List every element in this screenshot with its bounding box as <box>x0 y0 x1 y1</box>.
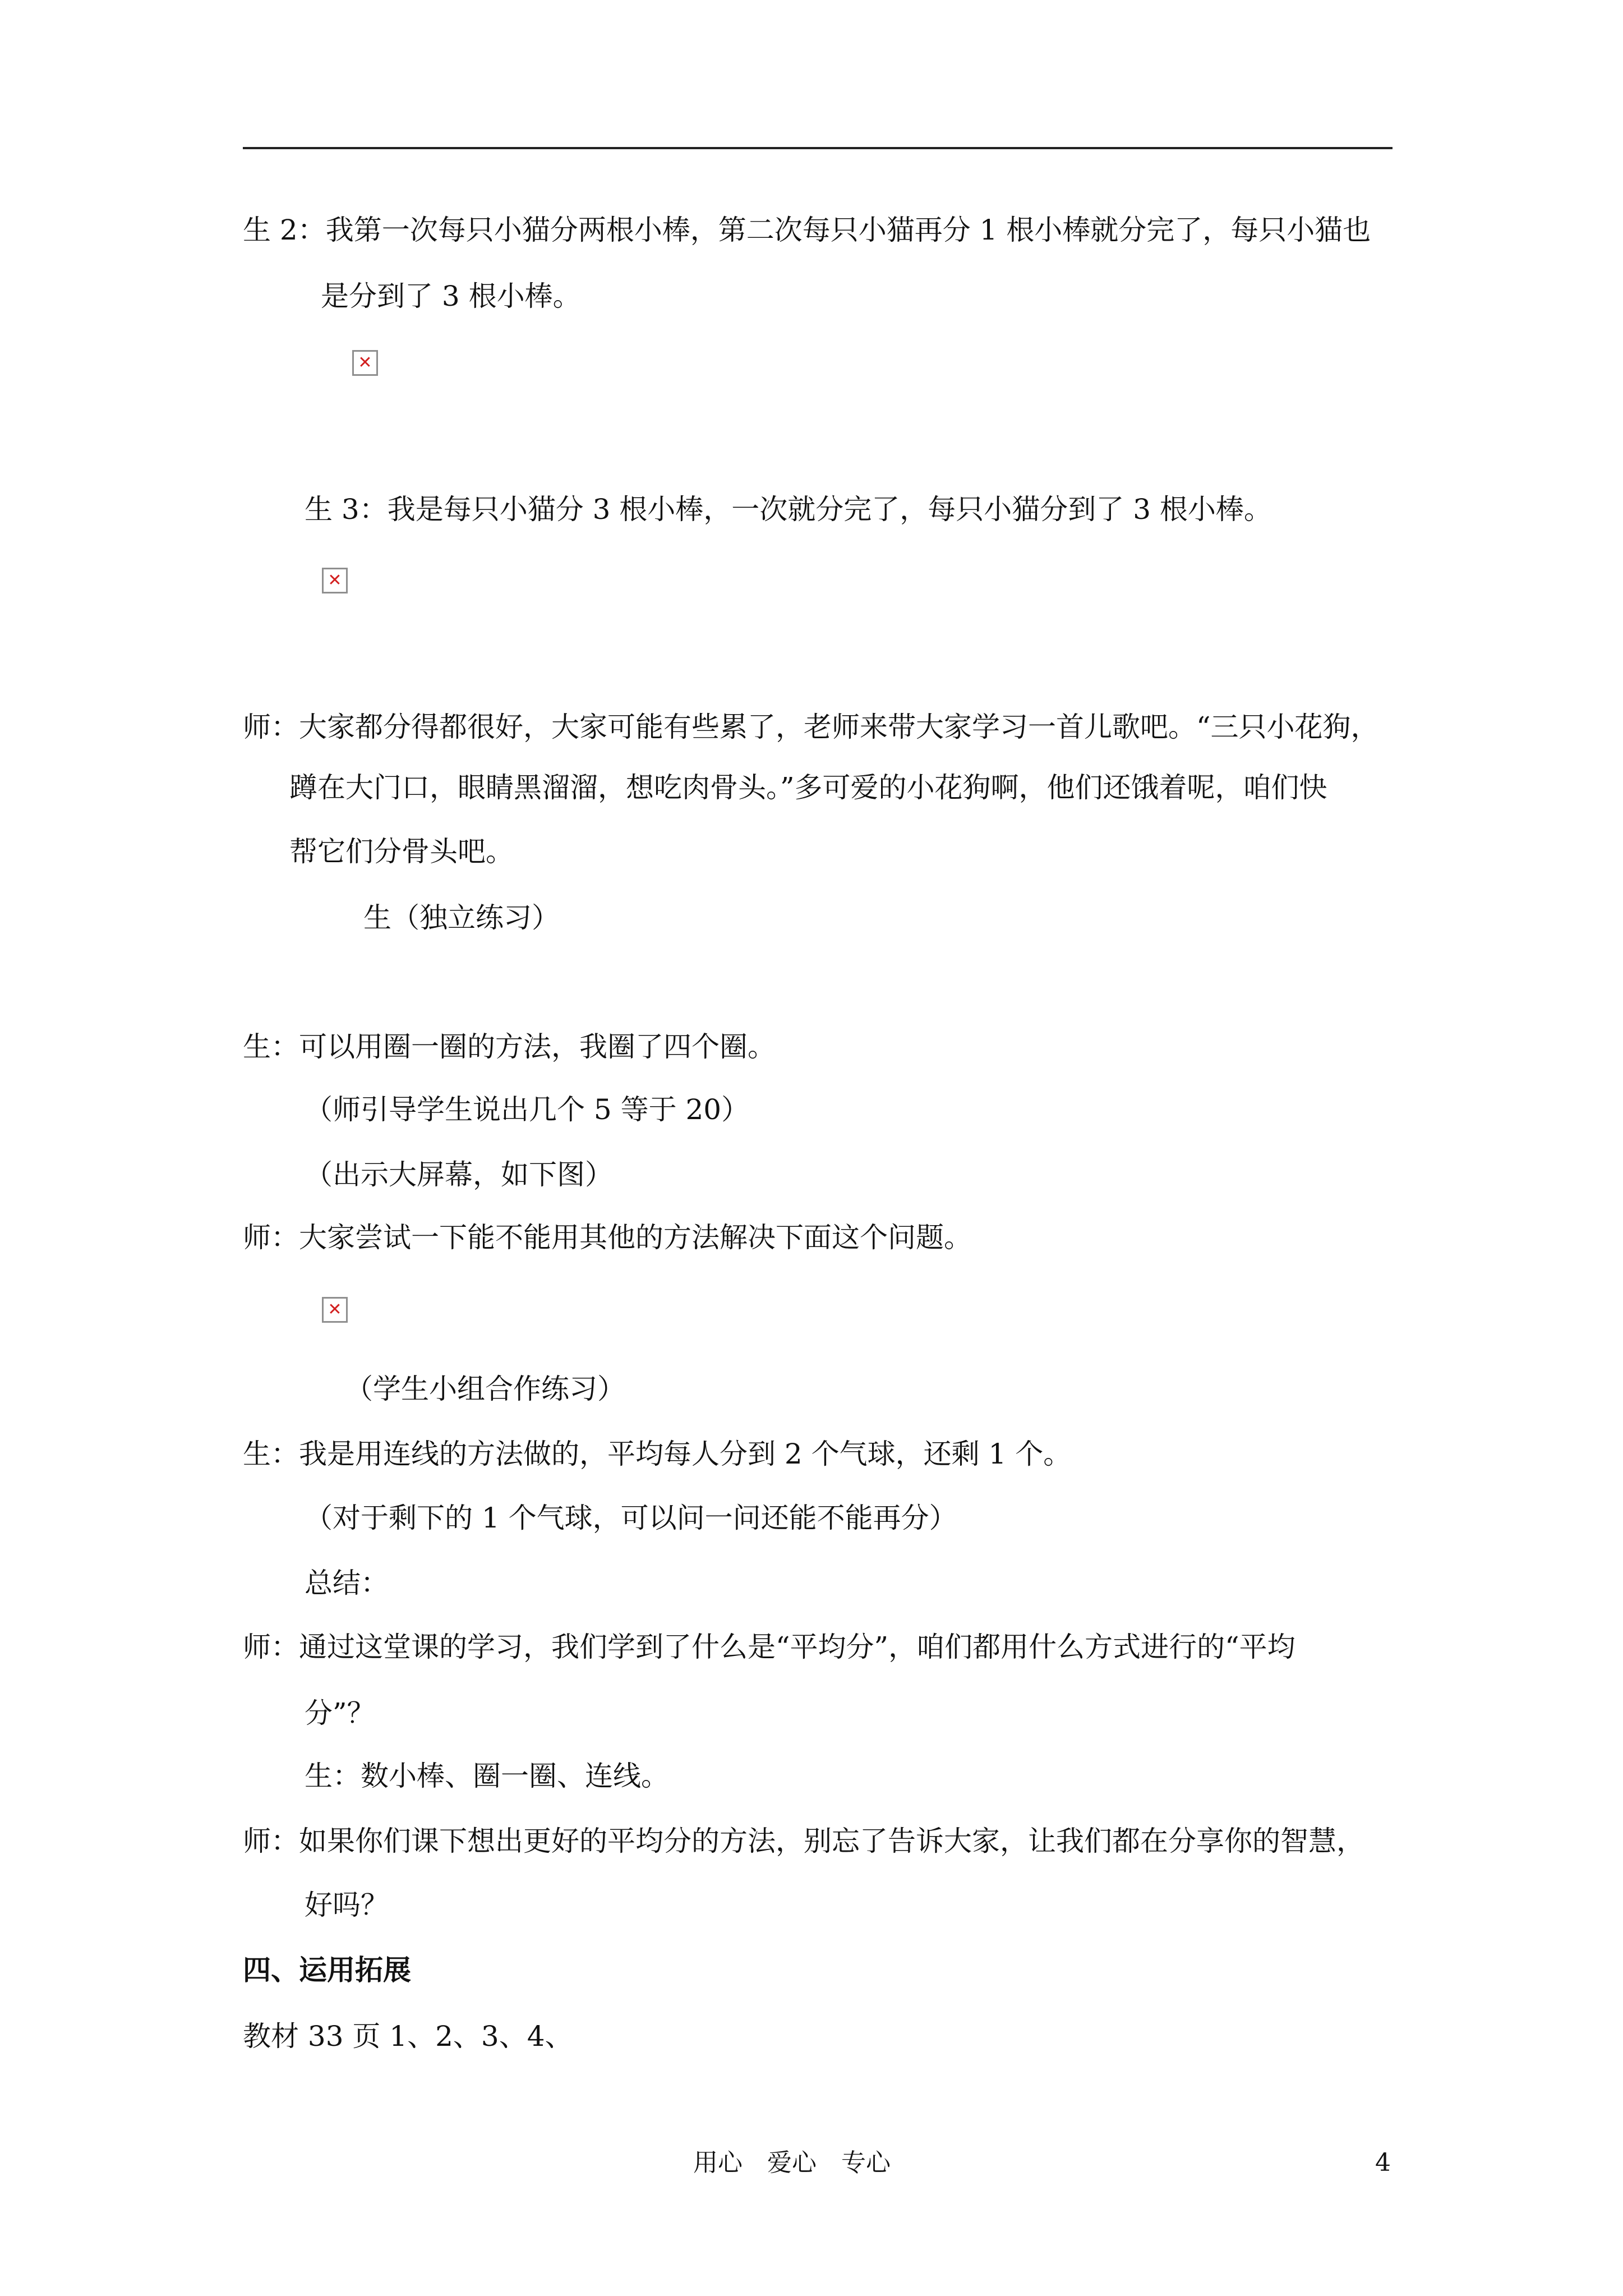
text-line: 生 2：我第一次每只小猫分两根小棒，第二次每只小猫再分 1 根小棒就分完了，每只小猫也 <box>243 214 1371 246</box>
text-line: 是分到了 3 根小棒。 <box>321 280 581 312</box>
text-line: （出示大屏幕，如下图） <box>305 1158 613 1191</box>
text-line: 好吗？ <box>305 1889 389 1921</box>
text-line: 生（独立练习） <box>363 901 560 934</box>
broken-image-icon: ✕ <box>322 568 348 593</box>
text-line: 分”？ <box>305 1697 375 1729</box>
text-line: （对于剩下的 1 个气球，可以问一问还能不能再分） <box>305 1502 957 1534</box>
section-heading: 四、运用拓展 <box>243 1953 411 1986</box>
text-line: 生：可以用圈一圈的方法，我圈了四个圈。 <box>243 1030 776 1063</box>
text-line: 生：我是用连线的方法做的，平均每人分到 2 个气球，还剩 1 个。 <box>243 1438 1072 1470</box>
text-line: 师：如果你们课下想出更好的平均分的方法，别忘了告诉大家，让我们都在分享你的智慧， <box>243 1825 1364 1857</box>
text-line: 总结： <box>305 1567 389 1599</box>
broken-image-icon: ✕ <box>322 1297 348 1323</box>
text-line: （师引导学生说出几个 5 等于 20） <box>305 1093 750 1126</box>
text-line: 教材 33 页 1、2、3、4、 <box>243 2020 573 2053</box>
footer-motto: 用心 爱心 专心 <box>693 2148 891 2177</box>
text-line: 师：大家尝试一下能不能用其他的方法解决下面这个问题。 <box>243 1221 972 1254</box>
text-line: 生 3：我是每只小猫分 3 根小棒，一次就分完了，每只小猫分到了 3 根小棒。 <box>305 493 1272 526</box>
text-line: 生：数小棒、圈一圈、连线。 <box>305 1760 669 1792</box>
text-line: 师：大家都分得都很好，大家可能有些累了，老师来带大家学习一首儿歌吧。“三只小花狗， <box>243 711 1379 743</box>
text-line: 帮它们分骨头吧。 <box>289 835 514 868</box>
text-line: 蹲在大门口，眼睛黑溜溜，想吃肉骨头。”多可爱的小花狗啊，他们还饿着呢，咱们快 <box>289 771 1327 804</box>
header-rule <box>243 147 1393 149</box>
text-line: （学生小组合作练习） <box>345 1373 625 1405</box>
text-line: 师：通过这堂课的学习，我们学到了什么是“平均分”，咱们都用什么方式进行的“平均 <box>243 1631 1295 1663</box>
broken-image-icon: ✕ <box>352 350 378 376</box>
page-number: 4 <box>1375 2148 1391 2177</box>
